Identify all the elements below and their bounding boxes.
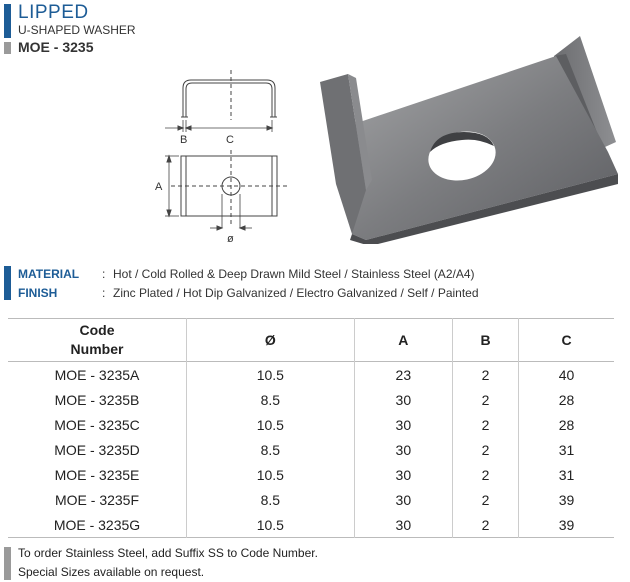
cell-b: 2 — [453, 362, 519, 388]
dimension-a-label: A — [155, 181, 163, 193]
notes-accent-bar — [4, 547, 11, 580]
cell-code: MOE - 3235B — [54, 391, 140, 408]
cell-a: 30 — [354, 462, 452, 487]
header-a: A — [354, 319, 452, 362]
table-row — [8, 437, 614, 462]
title-accent-bar — [4, 4, 11, 38]
cell-diameter: 10.5 — [187, 512, 355, 538]
table-row — [8, 362, 614, 388]
cell-a: 30 — [354, 512, 452, 538]
table-row — [8, 462, 614, 487]
header-code-number: Code Number — [70, 322, 124, 357]
cell-code: MOE - 3235A — [54, 366, 140, 383]
cell-b: 2 — [453, 437, 519, 462]
notes-section — [0, 543, 630, 582]
product-code: MOE - 3235 — [18, 39, 94, 55]
cell-b: 2 — [453, 412, 519, 437]
cell-code: MOE - 3235E — [54, 466, 140, 483]
finish-label: FINISH — [18, 286, 58, 300]
dimension-dia-label: ø — [227, 233, 234, 245]
cell-code: MOE - 3235G — [53, 516, 141, 533]
header-b: B — [453, 319, 519, 362]
cell-diameter: 10.5 — [187, 412, 355, 437]
finish-separator: : — [102, 286, 106, 300]
cell-code: MOE - 3235C — [54, 416, 140, 433]
dimension-c-label: C — [226, 134, 234, 146]
table-row — [8, 512, 614, 538]
cell-c: 39 — [519, 512, 614, 538]
cell-c: 40 — [519, 362, 614, 388]
spec-section — [0, 262, 630, 306]
dimension-b-label: B — [180, 134, 188, 146]
table-header-row — [8, 319, 614, 362]
finish-value: Zinc Plated / Hot Dip Galvanized / Electro Galvanized / Self / Painted — [113, 286, 479, 300]
cell-a: 30 — [354, 412, 452, 437]
cell-b: 2 — [453, 512, 519, 538]
cell-c: 31 — [519, 462, 614, 487]
cell-c: 31 — [519, 437, 614, 462]
table-row — [8, 387, 614, 412]
table-row — [8, 487, 614, 512]
cell-a: 30 — [354, 437, 452, 462]
table-row — [8, 412, 614, 437]
size-table — [8, 318, 614, 538]
cell-a: 23 — [354, 362, 452, 388]
material-separator: : — [102, 267, 106, 281]
code-accent-bar — [4, 42, 11, 54]
cell-c: 28 — [519, 387, 614, 412]
product-title: LIPPED — [18, 2, 89, 23]
cell-code: MOE - 3235D — [54, 441, 140, 458]
note-special-sizes: Special Sizes available on request. — [18, 565, 205, 579]
material-value: Hot / Cold Rolled & Deep Drawn Mild Steel / Stainless Steel (A2/A4) — [113, 267, 475, 281]
cell-code: MOE - 3235F — [54, 491, 140, 508]
cell-b: 2 — [453, 387, 519, 412]
cell-diameter: 10.5 — [187, 362, 355, 388]
material-label: MATERIAL — [18, 267, 80, 281]
cell-c: 39 — [519, 487, 614, 512]
cell-diameter: 8.5 — [187, 387, 355, 412]
cell-a: 30 — [354, 487, 452, 512]
note-stainless: To order Stainless Steel, add Suffix SS to Code Number. — [18, 546, 318, 560]
technical-drawing — [155, 68, 295, 248]
cell-diameter: 8.5 — [187, 437, 355, 462]
spec-accent-bar — [4, 266, 11, 300]
washer-product-image — [318, 34, 618, 244]
header-diameter: Ø — [187, 319, 355, 362]
cell-b: 2 — [453, 487, 519, 512]
cell-diameter: 8.5 — [187, 487, 355, 512]
product-subtitle: U-SHAPED WASHER — [18, 23, 136, 37]
header-c: C — [519, 319, 614, 362]
cell-diameter: 10.5 — [187, 462, 355, 487]
cell-c: 28 — [519, 412, 614, 437]
cell-b: 2 — [453, 462, 519, 487]
cell-a: 30 — [354, 387, 452, 412]
